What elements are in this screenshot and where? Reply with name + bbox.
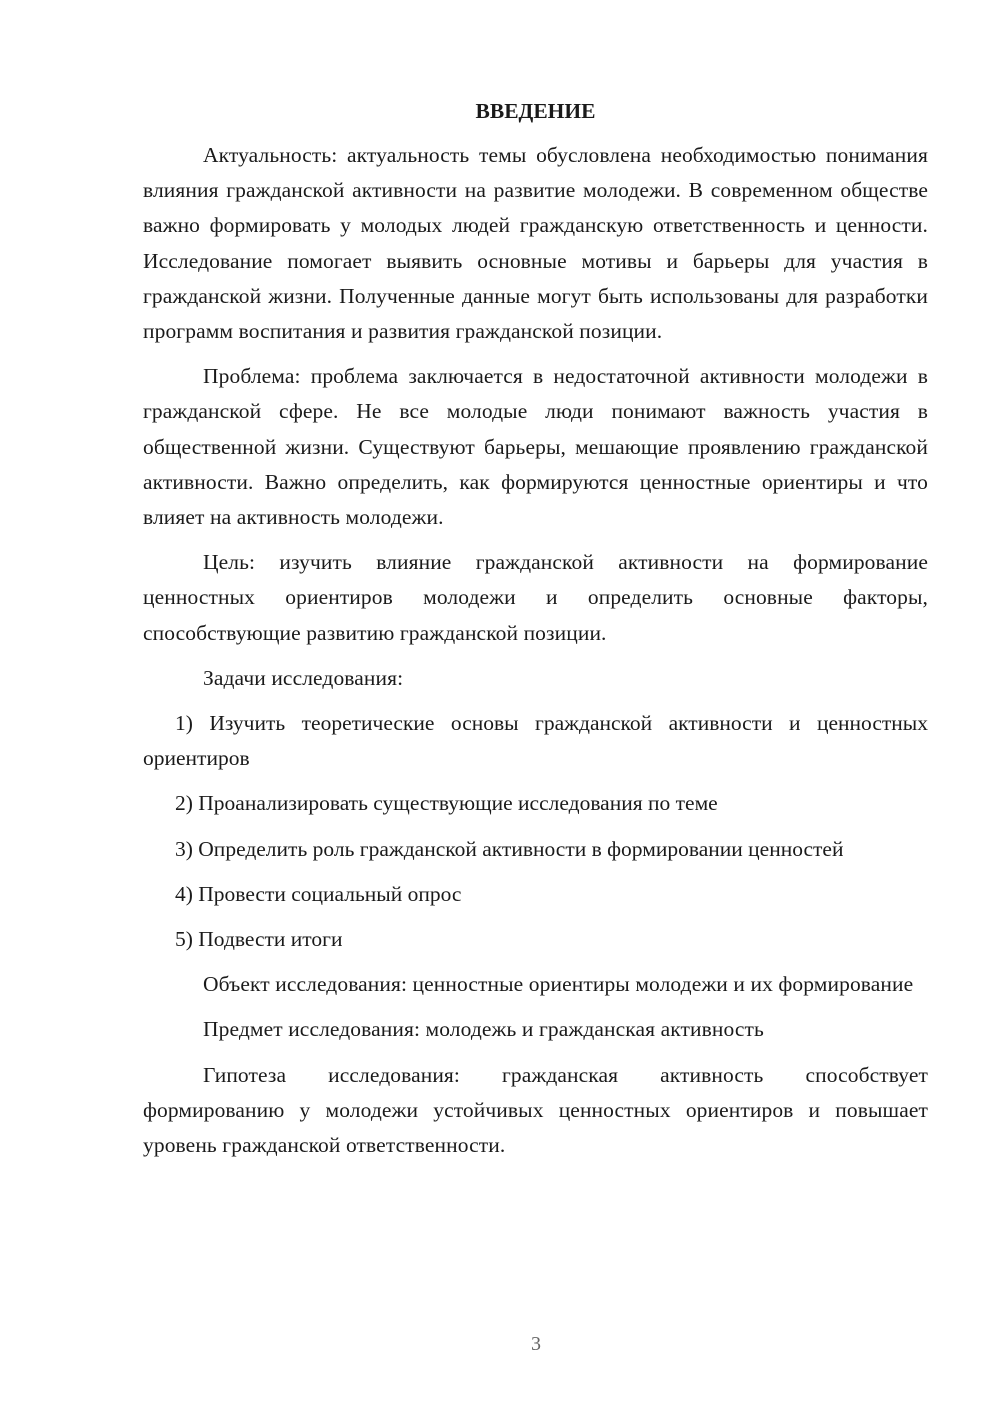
- list-item: 1) Изучить теоретические основы гражданской активности и ценностных ориентиров: [143, 711, 928, 771]
- paragraph-subject: Предмет исследования: молодежь и гражданская активность: [203, 1017, 764, 1042]
- paragraph-goal: Цель: изучить влияние гражданской активности на формирование ценностных ориентиров молодежи и определить основные факторы, способствующие развитию гражданской позиции.: [143, 550, 928, 645]
- tasks-heading: Задачи исследования:: [203, 665, 404, 690]
- page-number: 3: [531, 1333, 541, 1355]
- paragraph-hypothesis: Гипотеза исследования: гражданская активность способствует формированию у молодежи устойчивых ценностных ориентиров и повышает уровень гражданской ответственности.: [143, 1062, 928, 1158]
- document-page: [143, 96, 928, 1173]
- list-item: 5) Подвести итоги: [175, 927, 343, 952]
- paragraph-problem: Проблема: проблема заключается в недостаточной активности молодежи в гражданской сфере. Не все молодые люди понимают важность участия в общественной жизни. Существуют барьеры, мешающие проявлению гражданской активности. Важно определить, как формируются ценностные ориентиры и что влияет на активность молодежи.: [143, 364, 928, 530]
- list-item: 4) Провести социальный опрос: [175, 881, 462, 906]
- paragraph-object: Объект исследования: ценностные ориентиры молодежи и их формирование: [203, 972, 914, 997]
- tasks-list: [143, 706, 928, 957]
- list-item: 2) Проанализировать существующие исследования по теме: [175, 791, 718, 816]
- list-item: 3) Определить роль гражданской активности в формировании ценностей: [175, 836, 844, 861]
- paragraph-relevance: Актуальность: актуальность темы обусловлена необходимостью понимания влияния гражданской активности на развитие молодежи. В современном обществе важно формировать у молодых людей гражданскую ответственность и ценности. Исследование помогает выявить основные мотивы и барьеры для участия в гражданской жизни. Полученные данные могут быть использованы для разработки программ воспитания и развития гражданской позиции.: [143, 143, 928, 344]
- section-title: ВВЕДЕНИЕ: [475, 99, 596, 123]
